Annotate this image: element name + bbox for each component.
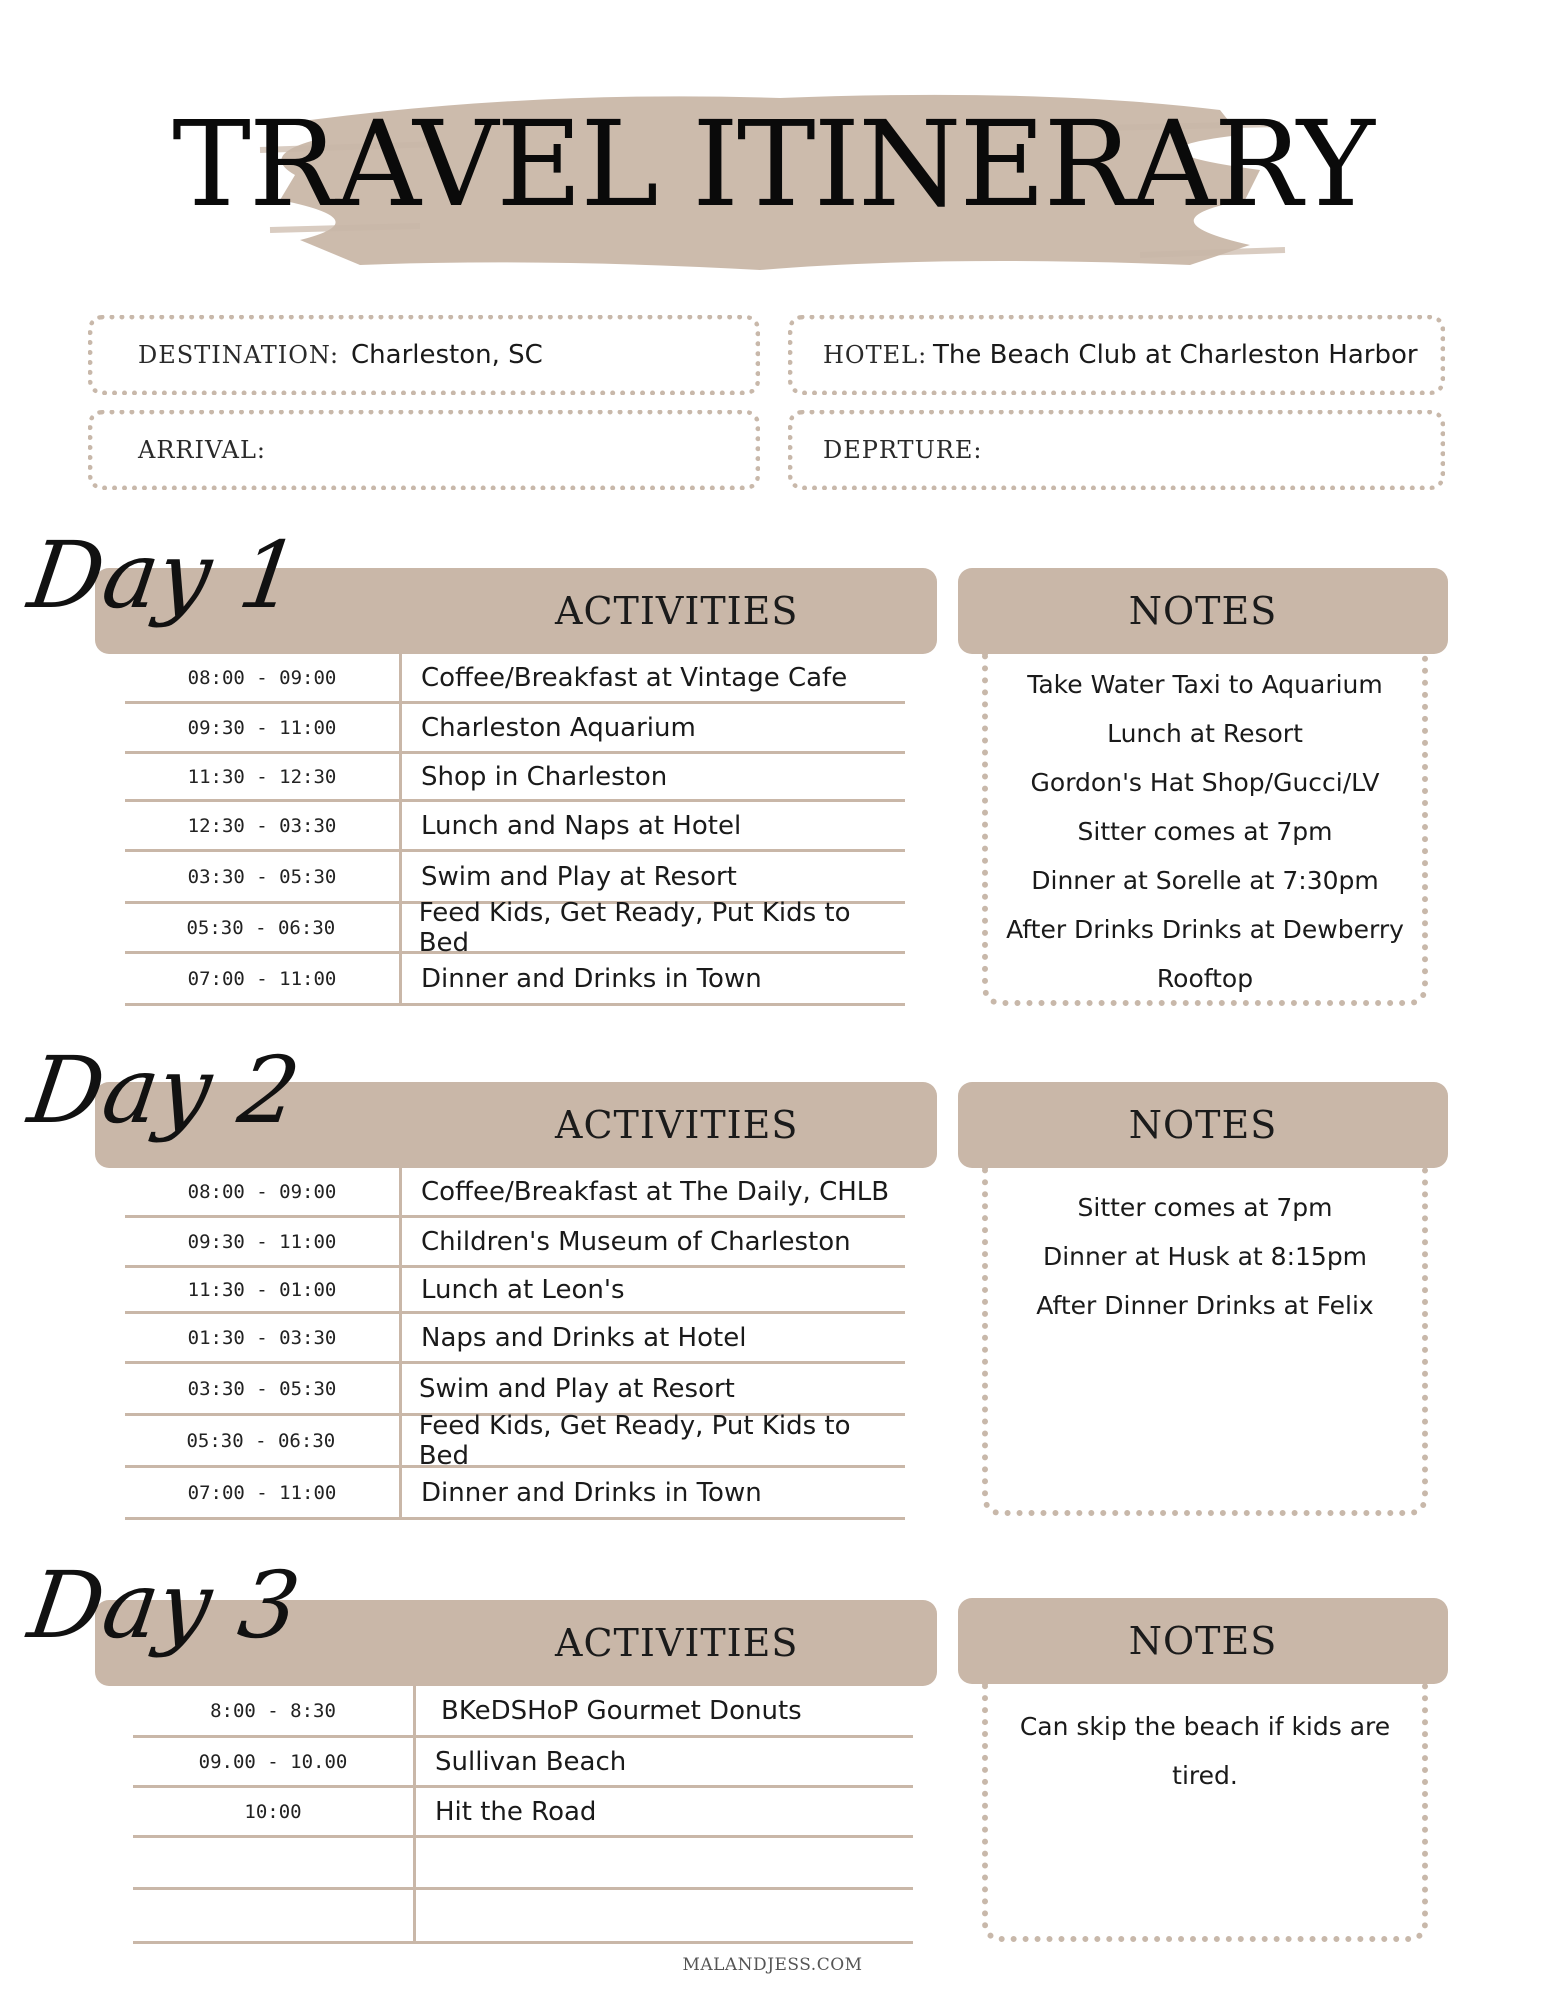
activity-cell: Coffee/Breakfast at The Daily, CHLB (421, 1176, 890, 1207)
activities-header-day1: ACTIVITIES (95, 568, 937, 654)
time-cell: 05:30 - 06:30 (186, 1429, 336, 1452)
destination-label: DESTINATION: (138, 341, 340, 369)
table-row (125, 897, 905, 958)
activity-cell: Sullivan Beach (435, 1746, 627, 1777)
time-cell: 09:30 - 11:00 (187, 1230, 337, 1253)
note-item: After Drinks Drinks at Dewberry (1006, 915, 1404, 944)
time-cell: 05:30 - 06:30 (186, 916, 336, 939)
table-row (125, 1410, 905, 1471)
table-row (125, 1364, 905, 1416)
departure-box[interactable] (788, 410, 1445, 490)
time-cell: 03:30 - 05:30 (187, 865, 337, 888)
time-cell: 09.00 - 10.00 (198, 1750, 348, 1773)
notes-header-day2: NOTES (958, 1082, 1448, 1168)
table-row (133, 1686, 913, 1738)
table-row (125, 1168, 905, 1218)
page-title: TRAVEL ITINERARY (172, 95, 1373, 233)
table-row (133, 1738, 913, 1788)
table-row (133, 1890, 913, 1944)
note-item: Dinner at Husk at 8:15pm (1042, 1242, 1368, 1271)
activity-cell: BKeDSHoP Gourmet Donuts (441, 1695, 802, 1726)
note-item: Sitter comes at 7pm (1077, 817, 1333, 846)
departure-label: DEPRTURE: (823, 436, 983, 464)
activity-cell: Dinner and Drinks in Town (421, 963, 762, 994)
table-row (133, 1788, 913, 1838)
table-row (125, 802, 905, 852)
table-row (125, 1468, 905, 1520)
note-item: Gordon's Hat Shop/Gucci/LV (1030, 768, 1380, 797)
activity-cell: Coffee/Breakfast at Vintage Cafe (421, 662, 848, 693)
table-row (125, 754, 905, 802)
table-row (125, 704, 905, 754)
note-item: Lunch at Resort (1107, 719, 1303, 748)
activity-cell: Lunch and Naps at Hotel (421, 810, 742, 841)
notes-list-day3 (982, 1702, 1428, 1800)
time-cell: 12:30 - 03:30 (187, 814, 337, 837)
activity-cell: Children's Museum of Charleston (421, 1226, 851, 1257)
time-cell: 07:00 - 11:00 (187, 967, 337, 990)
activities-header-day3: ACTIVITIES (95, 1600, 937, 1686)
schedule-day3 (133, 1686, 913, 1944)
activity-cell: Lunch at Leon's (421, 1274, 625, 1305)
day-label-3: Day 3 (22, 1552, 306, 1659)
activity-cell: Shop in Charleston (421, 761, 668, 792)
activity-cell: Hit the Road (435, 1796, 597, 1827)
time-cell: 11:30 - 01:00 (187, 1278, 337, 1301)
table-row (125, 852, 905, 904)
note-item: Can skip the beach if kids are (1019, 1712, 1391, 1741)
arrival-box[interactable] (88, 410, 760, 490)
hotel-label: HOTEL: (823, 341, 928, 369)
note-item: tired. (1172, 1761, 1238, 1790)
notes-list-day1 (982, 660, 1428, 1003)
day-label-2: Day 2 (22, 1037, 306, 1144)
hotel-value: The Beach Club at Charleston Harbor (933, 340, 1418, 370)
activity-cell: Feed Kids, Get Ready, Put Kids to Bed (418, 897, 851, 958)
activities-header-day2: ACTIVITIES (95, 1082, 937, 1168)
time-cell: 10:00 (244, 1800, 302, 1823)
day-label-1: Day 1 (22, 522, 306, 629)
time-cell: 8:00 - 8:30 (210, 1699, 336, 1722)
note-item: Dinner at Sorelle at 7:30pm (1031, 866, 1379, 895)
notes-header-day3: NOTES (958, 1598, 1448, 1684)
activity-cell: Swim and Play at Resort (421, 861, 737, 892)
activity-cell: Feed Kids, Get Ready, Put Kids to Bed (418, 1410, 851, 1471)
activity-cell: Charleston Aquarium (421, 712, 696, 743)
notes-list-day2 (982, 1183, 1428, 1330)
time-cell: 08:00 - 09:00 (187, 666, 337, 689)
note-item: Rooftop (1156, 964, 1254, 993)
time-cell: 09:30 - 11:00 (187, 716, 337, 739)
time-cell: 07:00 - 11:00 (187, 1481, 337, 1504)
table-row (125, 1268, 905, 1314)
notes-header-day1: NOTES (958, 568, 1448, 654)
note-item: Take Water Taxi to Aquarium (1027, 670, 1383, 699)
time-cell: 08:00 - 09:00 (187, 1180, 337, 1203)
arrival-label: ARRIVAL: (138, 436, 267, 464)
table-row (125, 954, 905, 1006)
table-row (125, 654, 905, 704)
schedule-day1 (125, 654, 905, 1006)
table-row (133, 1838, 913, 1890)
table-row (125, 1314, 905, 1364)
activity-cell: Naps and Drinks at Hotel (421, 1322, 747, 1353)
hotel-box[interactable] (788, 315, 1445, 395)
time-cell: 11:30 - 12:30 (187, 765, 337, 788)
activity-cell: Dinner and Drinks in Town (421, 1477, 762, 1508)
destination-box[interactable] (88, 315, 760, 395)
table-row (125, 1218, 905, 1268)
activity-cell: Swim and Play at Resort (419, 1373, 735, 1404)
time-cell: 03:30 - 05:30 (187, 1377, 337, 1400)
note-item: Sitter comes at 7pm (1077, 1193, 1333, 1222)
schedule-day2 (125, 1168, 905, 1520)
footer-website: MALANDJESS.COM (682, 1955, 863, 1975)
destination-value: Charleston, SC (351, 340, 543, 370)
note-item: After Dinner Drinks at Felix (1036, 1291, 1374, 1320)
time-cell: 01:30 - 03:30 (187, 1326, 337, 1349)
